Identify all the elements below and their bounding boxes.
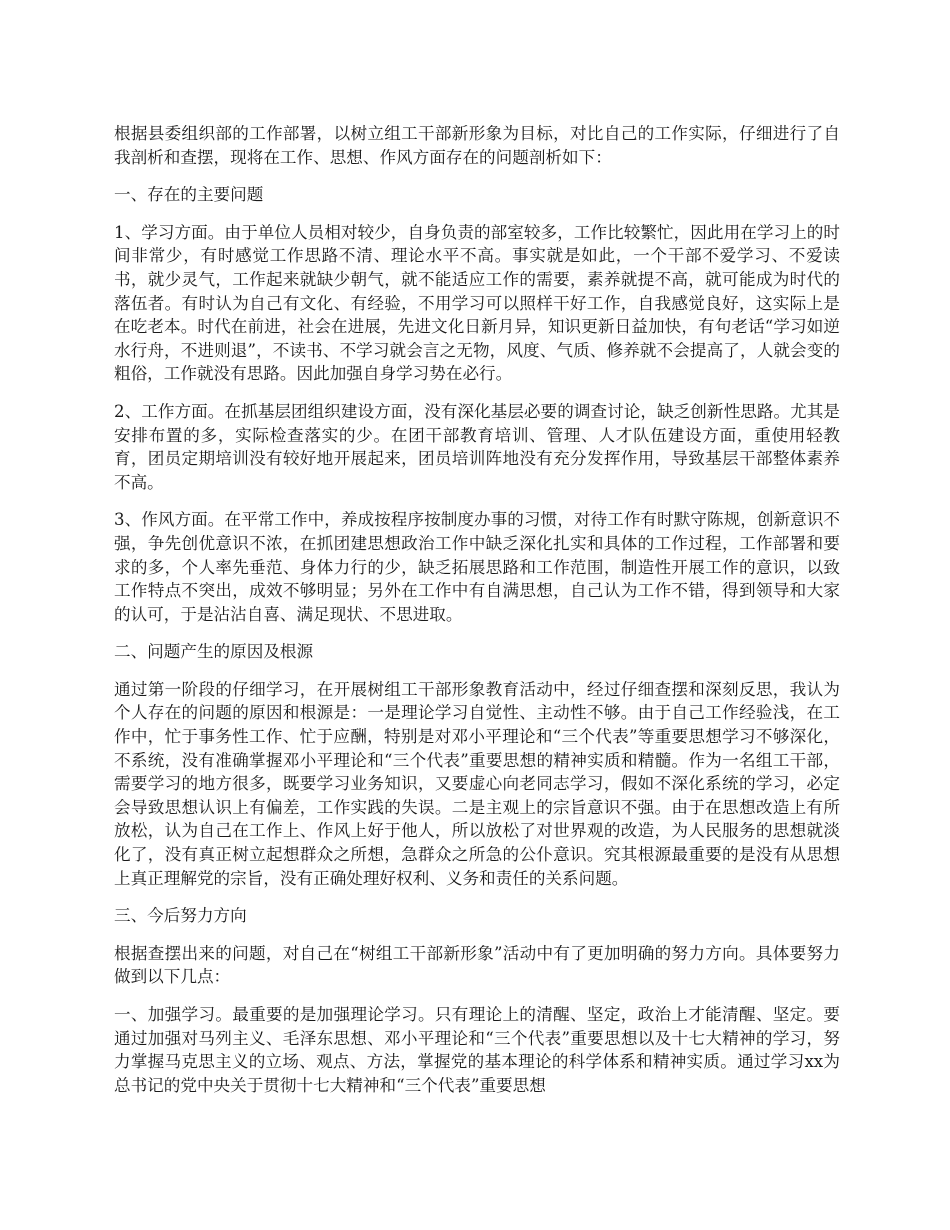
paragraph-direction-intro: 根据查摆出来的问题，对自己在“树组工干部新形象”活动中有了更加明确的努力方向。具体要努力做到以下几点： [114,943,840,987]
paragraph-causes: 通过第一阶段的仔细学习，在开展树组工干部形象教育活动中，经过仔细查摆和深刻反思，我认为个人存在的问题的原因和根源是：一是理论学习自觉性、主动性不够。由于自己工作经验浅，在工作中，忙于事务性工作、忙于应酬，特别是对邓小平理论和“三个代表”等重要思想学习不够深化，不系统，没有准确掌握邓小平理论和“三个代表”重要思想的精神实质和精髓。作为一名组工干部，需要学习的地方很多，既要学习业务知识，又要虚心向老同志学习，假如不深化系统的学习，必定会导致思想认识上有偏差，工作实践的失误。二是主观上的宗旨意识不强。由于在思想改造上有所放松，认为自己在工作上、作风上好于他人，所以放松了对世界观的改造，为人民服务的思想就淡化了，没有真正树立起想群众之所想，急群众之所急的公仆意识。究其根源最重要的是没有从思想上真正理解党的宗旨，没有正确处理好权利、义务和责任的关系问题。 [114,679,840,888]
intro-paragraph: 根据县委组织部的工作部署，以树立组工干部新形象为目标，对比自己的工作实际，仔细进行了自我剖析和查摆，现将在工作、思想、作风方面存在的问题剖析如下： [114,124,840,167]
section-heading-main-problems: 一、存在的主要问题 [114,185,264,205]
paragraph-work: 2、工作方面。在抓基层团组织建设方面，没有深化基层必要的调查讨论，缺乏创新性思路。尤其是安排布置的多，实际检查落实的少。在团干部教育培训、管理、人才队伍建设方面，重使用轻教育，团员定期培训没有较好地开展起来，团员培训阵地没有充分发挥作用，导致基层干部整体素养不高。 [114,401,840,492]
paragraph-strengthen-study: 一、加强学习。最重要的是加强理论学习。只有理论上的清醒、坚定，政治上才能清醒、坚定。要通过加强对马列主义、毛泽东思想、邓小平理论和“三个代表”重要思想以及十七大精神的学习，努力掌握马克思主义的立场、观点、方法，掌握党的基本理论的科学体系和精神实质。通过学习xx为总书记的党中央关于贯彻十七大精神和“三个代表”重要思想 [114,1005,840,1095]
document-page [114,122,840,1111]
paragraph-study: 1、学习方面。由于单位人员相对较少，自身负责的部室较多，工作比较繁忙，因此用在学习上的时间非常少，有时感觉工作思路不清、理论水平不高。事实就是如此，一个干部不爱学习、不爱读书，就少灵气，工作起来就缺少朝气，就不能适应工作的需要，素养就提不高，就可能成为时代的落伍者。有时认为自己有文化、有经验，不用学习可以照样干好工作，自我感觉良好，这实际上是在吃老本。时代在前进，社会在进展，先进文化日新月异，知识更新日益加快，有句老话“学习如逆水行舟，不进则退”，不读书、不学习就会言之无物，风度、气质、修养就不会提高了，人就会变的粗俗，工作就没有思路。因此加强自身学习势在必行。 [114,222,840,384]
section-heading-causes: 二、问题产生的原因及根源 [114,642,314,662]
section-heading-direction: 三、今后努力方向 [114,906,247,926]
paragraph-style: 3、作风方面。在平常工作中，养成按程序按制度办事的习惯，对待工作有时默守陈规，创新意识不强，争先创优意识不浓，在抓团建思想政治工作中缺乏深化扎实和具体的工作过程，工作部署和要求的多，个人率先垂范、身体力行的少，缺乏拓展思路和工作范围，制造性开展工作的意识，以致工作特点不突出，成效不够明显；另外在工作中有自满思想，自己认为工作不错，得到领导和大家的认可，于是沾沾自喜、满足现状、不思进取。 [114,510,840,624]
